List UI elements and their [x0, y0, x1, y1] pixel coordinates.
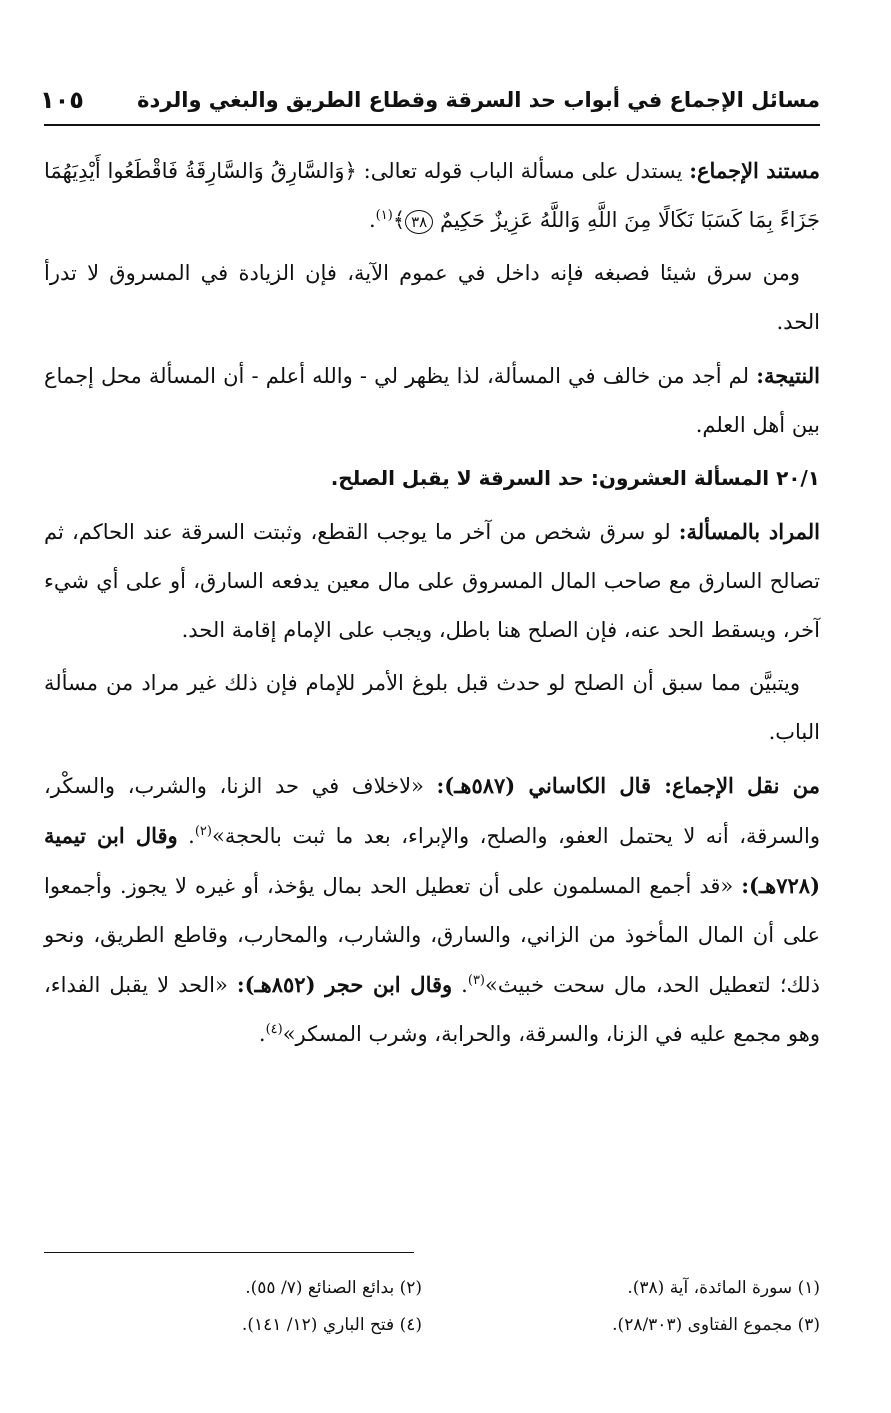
ibn-taymiyya-quote: «قد أجمع المسلمون على أن تعطيل الحد بمال يؤخذ، أو غيره لا يجوز. وأجمعوا على أن المال المأخوذ من الزاني، والسارق، والشارب، والمحارب، وقاطع الطريق، ونحو ذلك؛ لتعطيل الحد، مال سحت خبيث» — [44, 874, 820, 997]
footnote-row — [44, 1307, 820, 1344]
paragraph-meaning — [44, 507, 820, 655]
footnote-3: (٣) مجموع الفتاوى (٢٨/٣٠٣). — [612, 1315, 820, 1335]
footnote-row — [44, 1270, 820, 1307]
footnotes — [44, 1270, 820, 1344]
footnote-ref-2: (٢) — [194, 824, 212, 839]
footnote-rule — [44, 1252, 414, 1253]
consensus-label: من نقل الإجماع: قال الكاساني (٥٨٧هـ): — [436, 773, 820, 798]
separator-3: . — [258, 1022, 266, 1046]
page-header — [40, 78, 820, 122]
page-number: ١٠٥ — [40, 86, 84, 114]
footnote-ref-1: (١) — [375, 208, 393, 223]
separator-1: . — [177, 824, 195, 848]
paragraph-clarification: ويتبيَّن مما سبق أن الصلح لو حدث قبل بلوغ الأمر للإمام فإن ذلك غير مراد من مسألة الباب. — [44, 671, 820, 744]
paragraph-consensus — [44, 761, 820, 1059]
running-title: مسائل الإجماع في أبواب حد السرقة وقطاع الطريق والبغي والردة — [137, 88, 820, 112]
footnote-ref-3: (٣) — [467, 973, 485, 988]
meaning-label: المراد بالمسألة: — [678, 519, 821, 544]
evidence-label: مستند الإجماع: — [689, 158, 820, 183]
ibn-hajar-quote: «الحد لا يقبل الفداء، وهو مجمع عليه في الزنا، والسرقة، والحرابة، وشرب المسكر» — [44, 973, 820, 1046]
ibn-hajar-label: وقال ابن حجر (٨٥٢هـ): — [236, 972, 453, 997]
meaning-text: لو سرق شخص من آخر ما يوجب القطع، وثبتت السرقة عند الحاكم، ثم تصالح السارق مع صاحب المال المسروق على مال معين يدفعه السارق، أو على أي شيء آخر، ويسقط الحد عنه، فإن الصلح هنا باطل، ويجب على الإمام إقامة الحد. — [44, 520, 820, 642]
ibn-taymiyya-label: وقال ابن تيمية (٧٢٨هـ): — [44, 823, 820, 898]
quran-verse: ﴿وَالسَّارِقُ وَالسَّارِقَةُ فَاقْطَعُوا أَيْدِيَهُمَا جَزَاءً بِمَا كَسَبَا نَكَالًا مِنَ اللَّهِ وَاللَّهُ عَزِيزٌ حَكِيمٌ — [44, 159, 820, 232]
paragraph-result — [44, 351, 820, 450]
issue-heading: ٢٠/١ المسألة العشرون: حد السرقة لا يقبل الصلح. — [330, 466, 820, 490]
paragraph-dye: ومن سرق شيئا فصبغه فإنه داخل في عموم الآية، فإن الزيادة في المسروق لا تدرأ الحد. — [44, 261, 820, 334]
footnote-4: (٤) فتح الباري (١٢/ ١٤١). — [241, 1315, 422, 1335]
footnote-2: (٢) بدائع الصنائع (٧/ ٥٥). — [245, 1278, 422, 1298]
main-text — [44, 146, 820, 1063]
paragraph-evidence — [44, 146, 820, 245]
footnote-ref-4: (٤) — [265, 1022, 283, 1037]
footnote-1: (١) سورة المائدة، آية (٣٨). — [627, 1278, 820, 1298]
separator-2: . — [452, 973, 468, 997]
quran-verse-close: ﴾ — [392, 208, 406, 232]
evidence-text: يستدل على مسألة الباب قوله تعالى: — [356, 159, 690, 183]
kasani-quote: «لاخلاف في حد الزنا، والشرب، والسكْر، والسرقة، أنه لا يحتمل العفو، والصلح، والإبراء، بعد ما ثبت بالحجة» — [44, 774, 820, 848]
ayah-number-mark: ٣٨ — [405, 210, 433, 234]
result-label: النتيجة: — [756, 363, 820, 388]
header-rule — [44, 124, 820, 126]
evidence-end: . — [368, 208, 376, 232]
result-text: لم أجد من خالف في المسألة، لذا يظهر لي - والله أعلم - أن المسألة محل إجماع بين أهل العلم. — [44, 364, 820, 437]
